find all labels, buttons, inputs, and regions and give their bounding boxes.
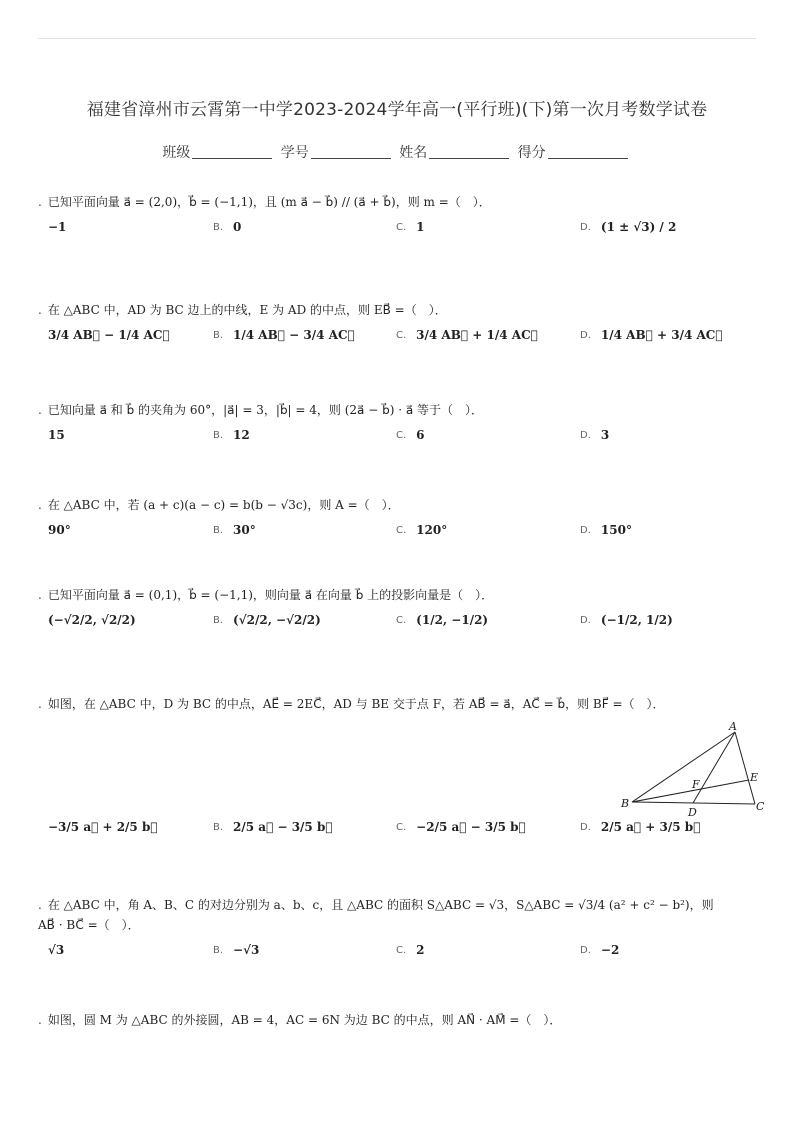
option-label: C. (396, 329, 407, 341)
option-a[interactable] (38, 523, 71, 537)
segment-be (632, 780, 749, 802)
question-marker: . (38, 195, 42, 209)
option-text: 90° (48, 523, 71, 537)
option-text: 6 (416, 428, 425, 442)
option-text: 1/4 AB⃗ − 3/4 AC⃗ (233, 328, 355, 342)
option-label: C. (396, 821, 407, 833)
option-label: B. (213, 329, 224, 341)
option-label: C. (396, 221, 407, 233)
option-text: −1 (48, 220, 67, 234)
option-text: 30° (233, 523, 256, 537)
options (38, 328, 758, 362)
question-marker: . (38, 403, 42, 417)
option-text: (1/2, −1/2) (416, 613, 489, 627)
point-e-label: E (750, 771, 759, 784)
triangle-figure (612, 718, 764, 823)
option-b[interactable] (213, 220, 241, 234)
question-5 (38, 585, 758, 647)
options (38, 428, 758, 462)
option-text: 2/5 a⃗ − 3/5 b⃗ (233, 820, 333, 834)
question-3 (38, 400, 758, 462)
option-a[interactable] (38, 220, 66, 234)
option-text: 1 (416, 220, 425, 234)
option-label: C. (396, 944, 407, 956)
question-stem: 在 △ABC 中，角 A、B、C 的对边分别为 a、b、c，且 △ABC 的面积 S△ABC = √3，S△ABC = √3/4 (a² + c² − b²)，则 (47, 898, 714, 912)
option-d[interactable] (580, 943, 619, 957)
question-stem: 在 △ABC 中，AD 为 BC 边上的中线，E 为 AD 的中点，则 EB⃗ =（ ）． (47, 303, 447, 317)
option-b[interactable] (213, 328, 355, 342)
option-text: 3/4 AB⃗ + 1/4 AC⃗ (416, 328, 538, 342)
option-text: √3 (48, 943, 65, 957)
field-name (399, 142, 513, 162)
option-c[interactable] (396, 328, 538, 342)
option-label: D. (580, 821, 591, 833)
question-stem: 如图，在 △ABC 中，D 为 BC 的中点，AE⃗ = 2EC⃗，AD 与 BE 交于点 F，若 AB⃗ = a⃗，AC⃗ = b⃗，则 BF⃗ =（ ）． (47, 697, 665, 711)
point-f-label: F (692, 778, 700, 791)
option-label: B. (213, 614, 224, 626)
field-number-blank[interactable] (311, 144, 391, 159)
question-marker: . (38, 697, 42, 711)
option-text: 2 (416, 943, 425, 957)
question-marker: . (38, 303, 42, 317)
question-1 (38, 192, 758, 254)
option-d[interactable] (580, 428, 609, 442)
point-c-label: C (756, 800, 764, 813)
option-text: (−1/2, 1/2) (600, 613, 673, 627)
question-stem: 如图，圆 M 为 △ABC 的外接圆，AB = 4，AC = 6N 为边 BC 的中点，则 AN⃗ · AM⃗ =（ ）． (47, 1013, 562, 1027)
options (38, 943, 758, 977)
field-number-label: 学号 (280, 145, 309, 161)
question-stem: 已知平面向量 a⃗ = (0,1)，b⃗ = (−1,1)，则向量 a⃗ 在向量 b⃗ 上的投影向量是（ ）． (47, 588, 494, 602)
option-label: B. (213, 944, 224, 956)
option-text: (√2/2, −√2/2) (233, 613, 321, 627)
option-text: (−√2/2, √2/2) (48, 613, 136, 627)
option-d[interactable] (580, 220, 676, 234)
option-label: D. (580, 329, 591, 341)
option-label: B. (213, 821, 224, 833)
option-d[interactable] (580, 328, 723, 342)
field-score-blank[interactable] (548, 144, 628, 159)
field-number (281, 142, 395, 162)
option-text: −2/5 a⃗ − 3/5 b⃗ (416, 820, 526, 834)
options (38, 220, 758, 254)
option-label: D. (580, 944, 591, 956)
point-d-label: D (688, 806, 697, 819)
option-text: 15 (48, 428, 65, 442)
option-text: −√3 (233, 943, 260, 957)
question-marker: . (38, 1013, 42, 1027)
option-text: 150° (600, 523, 632, 537)
field-class (162, 142, 276, 162)
option-text: 120° (416, 523, 448, 537)
option-c[interactable] (396, 820, 526, 834)
question-marker: . (38, 588, 42, 602)
segment-ba (632, 732, 735, 802)
field-score (518, 142, 632, 162)
option-text: 0 (233, 220, 242, 234)
point-b-label: B (621, 797, 630, 810)
option-b[interactable] (213, 943, 259, 957)
field-name-blank[interactable] (429, 144, 509, 159)
option-label: C. (396, 614, 407, 626)
page-title: 福建省漳州市云霄第一中学2023-2024学年高一(平行班)(下)第一次月考数学试卷 (86, 100, 708, 120)
options (38, 613, 758, 647)
question-stem: 已知平面向量 a⃗ = (2,0)，b⃗ = (−1,1)，且 (m a⃗ − b⃗) // (a⃗ + b⃗)，则 m =（ ）． (47, 195, 491, 209)
question-marker: . (38, 498, 42, 512)
top-divider (38, 38, 756, 39)
question-stem-continued: AB⃗ · BC⃗ =（ ）． (38, 918, 140, 932)
option-text: 3 (600, 428, 610, 442)
option-c[interactable] (396, 220, 425, 234)
option-text: 2/5 a⃗ + 3/5 b⃗ (600, 820, 701, 834)
option-label: C. (396, 429, 407, 441)
option-label: B. (213, 429, 224, 441)
question-stem: 已知向量 a⃗ 和 b⃗ 的夹角为 60°，|a⃗| = 3，|b⃗| = 4，则 (2a⃗ − b⃗) · a⃗ 等于（ ）． (47, 403, 483, 417)
option-c[interactable] (396, 943, 425, 957)
point-a-label: A (729, 720, 737, 733)
option-b[interactable] (213, 820, 333, 834)
options (38, 820, 758, 854)
option-b[interactable] (213, 428, 250, 442)
option-c[interactable] (396, 428, 425, 442)
option-label: D. (580, 524, 591, 536)
options (38, 523, 758, 557)
option-text: 3/4 AB⃗ − 1/4 AC⃗ (48, 328, 170, 342)
question-stem: 在 △ABC 中，若 (a + c)(a − c) = b(b − √3c)，则 A =（ ）． (47, 498, 400, 512)
option-label: B. (213, 524, 224, 536)
field-name-label: 姓名 (399, 145, 428, 161)
option-label: B. (213, 221, 224, 233)
option-b[interactable] (213, 613, 321, 627)
field-class-label: 班级 (162, 145, 191, 161)
question-7 (38, 895, 758, 977)
segment-ac (735, 732, 755, 804)
field-score-label: 得分 (517, 145, 546, 161)
option-label: D. (580, 614, 591, 626)
option-a[interactable] (38, 613, 136, 627)
option-text: −3/5 a⃗ + 2/5 b⃗ (48, 820, 158, 834)
option-d[interactable] (580, 613, 673, 627)
question-8 (38, 1010, 758, 1030)
option-label: D. (580, 429, 591, 441)
option-a[interactable] (38, 820, 158, 834)
question-marker: . (38, 898, 42, 912)
question-4 (38, 495, 758, 557)
option-label: C. (396, 524, 407, 536)
option-d[interactable] (580, 523, 632, 537)
option-c[interactable] (396, 523, 447, 537)
option-text: 12 (233, 428, 250, 442)
option-b[interactable] (213, 523, 256, 537)
student-info-fields (0, 142, 794, 162)
field-class-blank[interactable] (192, 144, 272, 159)
option-text: (1 ± √3) / 2 (600, 220, 677, 234)
option-a[interactable] (38, 428, 65, 442)
option-a[interactable] (38, 943, 64, 957)
option-text: 1/4 AB⃗ + 3/4 AC⃗ (600, 328, 723, 342)
option-a[interactable] (38, 328, 170, 342)
option-c[interactable] (396, 613, 488, 627)
segment-ad (693, 732, 735, 803)
option-text: −2 (600, 943, 620, 957)
question-2 (38, 300, 758, 362)
option-label: D. (580, 221, 591, 233)
